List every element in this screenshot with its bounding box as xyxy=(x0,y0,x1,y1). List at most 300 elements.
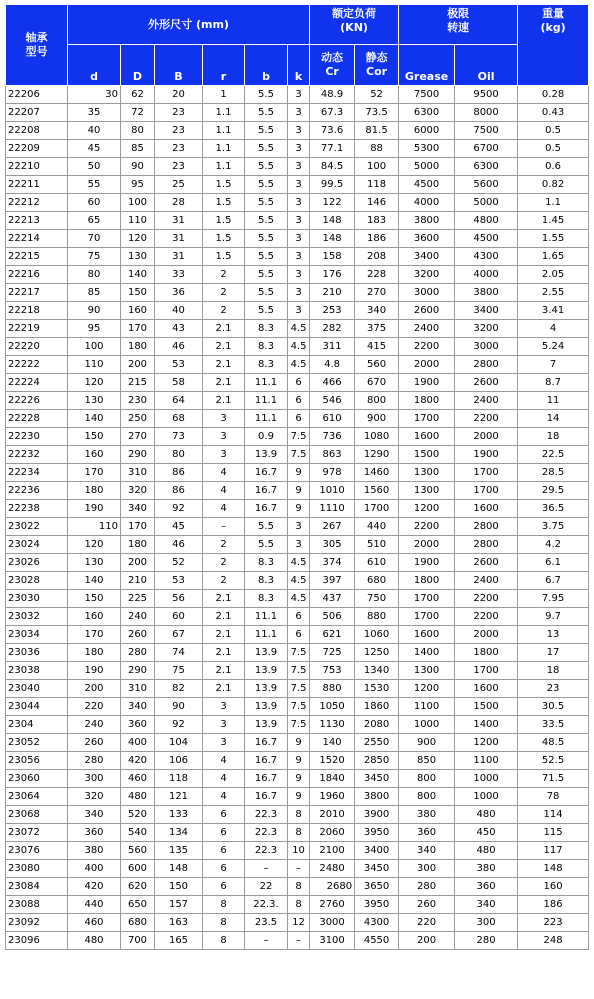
cell-r: 2.1 xyxy=(203,626,245,644)
cell-k: 3 xyxy=(288,212,310,230)
cell-outer-D: 650 xyxy=(121,896,155,914)
cell-static-cor: 1340 xyxy=(355,662,399,680)
cell-grease-speed: 3400 xyxy=(399,248,455,266)
cell-bore-d: 100 xyxy=(68,338,121,356)
weight-header xyxy=(518,5,589,86)
cell-b: 22.3 xyxy=(245,842,288,860)
cell-r: 1.5 xyxy=(203,194,245,212)
cell-oil-speed: 3800 xyxy=(455,284,518,302)
table-row xyxy=(6,446,589,464)
table-row xyxy=(6,626,589,644)
cell-r: 3 xyxy=(203,428,245,446)
cell-width-B: 33 xyxy=(155,266,203,284)
cell-bore-d: 220 xyxy=(68,698,121,716)
cell-weight: 3.41 xyxy=(518,302,589,320)
table-row xyxy=(6,176,589,194)
cell-weight: 248 xyxy=(518,932,589,950)
cell-grease-speed: 340 xyxy=(399,842,455,860)
cell-bore-d: 260 xyxy=(68,734,121,752)
cell-k: 8 xyxy=(288,878,310,896)
cell-model: 23076 xyxy=(6,842,68,860)
cell-outer-D: 90 xyxy=(121,158,155,176)
cell-dynamic-cr: 158 xyxy=(310,248,355,266)
cell-weight: 52.5 xyxy=(518,752,589,770)
table-row xyxy=(6,374,589,392)
cell-k: 4.5 xyxy=(288,572,310,590)
cell-grease-speed: 2000 xyxy=(399,536,455,554)
cell-dynamic-cr: 1110 xyxy=(310,500,355,518)
cell-model: 23028 xyxy=(6,572,68,590)
cell-bore-d: 340 xyxy=(68,806,121,824)
cell-outer-D: 160 xyxy=(121,302,155,320)
cell-model: 23026 xyxy=(6,554,68,572)
limit-speed-header-line1: 极限 xyxy=(447,7,470,20)
cell-width-B: 58 xyxy=(155,374,203,392)
cell-static-cor: 750 xyxy=(355,590,399,608)
col-header-dynamic-line2: Cr xyxy=(325,65,339,78)
cell-grease-speed: 1500 xyxy=(399,446,455,464)
cell-oil-speed: 450 xyxy=(455,824,518,842)
cell-model: 23022 xyxy=(6,518,68,536)
cell-model: 22210 xyxy=(6,158,68,176)
cell-grease-speed: 1700 xyxy=(399,410,455,428)
cell-r: 2 xyxy=(203,284,245,302)
cell-b: 22.3. xyxy=(245,896,288,914)
cell-r: 1.5 xyxy=(203,248,245,266)
cell-weight: 30.5 xyxy=(518,698,589,716)
cell-outer-D: 85 xyxy=(121,140,155,158)
limit-speed-header xyxy=(399,5,518,45)
rated-load-header xyxy=(310,5,399,45)
cell-oil-speed: 9500 xyxy=(455,86,518,104)
cell-outer-D: 290 xyxy=(121,662,155,680)
cell-oil-speed: 1700 xyxy=(455,662,518,680)
cell-model: 22224 xyxy=(6,374,68,392)
cell-outer-D: 62 xyxy=(121,86,155,104)
cell-weight: 78 xyxy=(518,788,589,806)
cell-static-cor: 3400 xyxy=(355,842,399,860)
cell-oil-speed: 300 xyxy=(455,914,518,932)
cell-width-B: 23 xyxy=(155,104,203,122)
cell-outer-D: 215 xyxy=(121,374,155,392)
table-row xyxy=(6,698,589,716)
cell-k: 4.5 xyxy=(288,320,310,338)
cell-outer-D: 80 xyxy=(121,122,155,140)
cell-static-cor: 208 xyxy=(355,248,399,266)
col-header-b: b xyxy=(245,45,288,86)
cell-r: 4 xyxy=(203,464,245,482)
limit-speed-header-line2: 转速 xyxy=(447,21,470,34)
cell-bore-d: 60 xyxy=(68,194,121,212)
cell-dynamic-cr: 73.6 xyxy=(310,122,355,140)
cell-model: 23084 xyxy=(6,878,68,896)
cell-k: 3 xyxy=(288,176,310,194)
table-row xyxy=(6,770,589,788)
cell-grease-speed: 1300 xyxy=(399,464,455,482)
cell-static-cor: 1530 xyxy=(355,680,399,698)
cell-grease-speed: 1700 xyxy=(399,608,455,626)
cell-grease-speed: 1800 xyxy=(399,392,455,410)
cell-r: – xyxy=(203,518,245,536)
cell-static-cor: 800 xyxy=(355,392,399,410)
cell-model: 23038 xyxy=(6,662,68,680)
cell-r: 6 xyxy=(203,878,245,896)
cell-r: 1.1 xyxy=(203,122,245,140)
table-row xyxy=(6,734,589,752)
cell-weight: 22.5 xyxy=(518,446,589,464)
cell-dynamic-cr: 397 xyxy=(310,572,355,590)
cell-outer-D: 680 xyxy=(121,914,155,932)
cell-dynamic-cr: 1520 xyxy=(310,752,355,770)
cell-r: 1.5 xyxy=(203,212,245,230)
cell-dynamic-cr: 99.5 xyxy=(310,176,355,194)
cell-model: 23092 xyxy=(6,914,68,932)
cell-outer-D: 130 xyxy=(121,248,155,266)
cell-r: 2.1 xyxy=(203,590,245,608)
cell-static-cor: 1860 xyxy=(355,698,399,716)
cell-k: 4.5 xyxy=(288,338,310,356)
cell-static-cor: 4300 xyxy=(355,914,399,932)
cell-width-B: 75 xyxy=(155,662,203,680)
cell-dynamic-cr: 2760 xyxy=(310,896,355,914)
cell-width-B: 68 xyxy=(155,410,203,428)
cell-static-cor: 3650 xyxy=(355,878,399,896)
cell-k: 7.5 xyxy=(288,716,310,734)
cell-static-cor: 146 xyxy=(355,194,399,212)
cell-weight: 17 xyxy=(518,644,589,662)
cell-grease-speed: 2000 xyxy=(399,356,455,374)
cell-oil-speed: 4000 xyxy=(455,266,518,284)
cell-static-cor: 3800 xyxy=(355,788,399,806)
cell-r: 4 xyxy=(203,752,245,770)
cell-bore-d: 130 xyxy=(68,392,121,410)
table-row xyxy=(6,608,589,626)
cell-oil-speed: 6300 xyxy=(455,158,518,176)
cell-model: 23096 xyxy=(6,932,68,950)
cell-k: – xyxy=(288,932,310,950)
cell-bore-d: 95 xyxy=(68,320,121,338)
cell-grease-speed: 6300 xyxy=(399,104,455,122)
cell-b: 23.5 xyxy=(245,914,288,932)
cell-weight: 2.05 xyxy=(518,266,589,284)
cell-r: 2 xyxy=(203,302,245,320)
cell-dynamic-cr: 437 xyxy=(310,590,355,608)
cell-oil-speed: 6700 xyxy=(455,140,518,158)
cell-static-cor: 183 xyxy=(355,212,399,230)
cell-width-B: 82 xyxy=(155,680,203,698)
cell-b: 5.5 xyxy=(245,302,288,320)
cell-model: 22228 xyxy=(6,410,68,428)
cell-width-B: 135 xyxy=(155,842,203,860)
table-row xyxy=(6,356,589,374)
cell-dynamic-cr: 77.1 xyxy=(310,140,355,158)
table-row xyxy=(6,518,589,536)
table-row xyxy=(6,572,589,590)
cell-static-cor: 375 xyxy=(355,320,399,338)
cell-oil-speed: 2600 xyxy=(455,374,518,392)
cell-bore-d: 320 xyxy=(68,788,121,806)
cell-k: 7.5 xyxy=(288,428,310,446)
cell-static-cor: 1460 xyxy=(355,464,399,482)
cell-static-cor: 670 xyxy=(355,374,399,392)
cell-oil-speed: 1200 xyxy=(455,734,518,752)
cell-k: 4.5 xyxy=(288,590,310,608)
cell-grease-speed: 1700 xyxy=(399,590,455,608)
cell-grease-speed: 800 xyxy=(399,788,455,806)
cell-oil-speed: 2000 xyxy=(455,626,518,644)
cell-bore-d: 170 xyxy=(68,626,121,644)
cell-bore-d: 65 xyxy=(68,212,121,230)
cell-grease-speed: 4000 xyxy=(399,194,455,212)
cell-dynamic-cr: 863 xyxy=(310,446,355,464)
cell-k: 7.5 xyxy=(288,698,310,716)
cell-grease-speed: 1200 xyxy=(399,680,455,698)
cell-width-B: 46 xyxy=(155,536,203,554)
table-row xyxy=(6,302,589,320)
cell-b: 5.5 xyxy=(245,230,288,248)
cell-bore-d: 70 xyxy=(68,230,121,248)
cell-model: 23040 xyxy=(6,680,68,698)
cell-grease-speed: 1100 xyxy=(399,698,455,716)
cell-model: 22216 xyxy=(6,266,68,284)
cell-bore-d: 150 xyxy=(68,590,121,608)
cell-bore-d: 30 xyxy=(68,86,121,104)
table-row xyxy=(6,464,589,482)
dimensions-header-label: 外形尺寸 (mm) xyxy=(148,17,229,31)
table-row xyxy=(6,806,589,824)
cell-b: 13.9 xyxy=(245,716,288,734)
cell-dynamic-cr: 1840 xyxy=(310,770,355,788)
cell-weight: 18 xyxy=(518,428,589,446)
cell-k: 3 xyxy=(288,140,310,158)
cell-weight: 13 xyxy=(518,626,589,644)
cell-bore-d: 180 xyxy=(68,482,121,500)
cell-k: 3 xyxy=(288,86,310,104)
cell-b: 5.5 xyxy=(245,86,288,104)
cell-b: 16.7 xyxy=(245,482,288,500)
cell-oil-speed: 360 xyxy=(455,878,518,896)
cell-static-cor: 340 xyxy=(355,302,399,320)
cell-weight: 223 xyxy=(518,914,589,932)
cell-b: 5.5 xyxy=(245,140,288,158)
cell-outer-D: 310 xyxy=(121,680,155,698)
cell-b: 8.3 xyxy=(245,590,288,608)
cell-k: 3 xyxy=(288,284,310,302)
cell-dynamic-cr: 3000 xyxy=(310,914,355,932)
cell-bore-d: 35 xyxy=(68,104,121,122)
cell-r: 2.1 xyxy=(203,338,245,356)
cell-bore-d: 480 xyxy=(68,932,121,950)
cell-oil-speed: 1400 xyxy=(455,716,518,734)
cell-grease-speed: 1600 xyxy=(399,428,455,446)
cell-grease-speed: 5300 xyxy=(399,140,455,158)
cell-k: 7.5 xyxy=(288,680,310,698)
cell-dynamic-cr: 3100 xyxy=(310,932,355,950)
cell-outer-D: 310 xyxy=(121,464,155,482)
cell-model: 22236 xyxy=(6,482,68,500)
cell-static-cor: 228 xyxy=(355,266,399,284)
cell-weight: 0.43 xyxy=(518,104,589,122)
cell-r: 2.1 xyxy=(203,608,245,626)
cell-width-B: 43 xyxy=(155,320,203,338)
cell-b: 0.9 xyxy=(245,428,288,446)
cell-r: 1.5 xyxy=(203,176,245,194)
cell-outer-D: 340 xyxy=(121,698,155,716)
cell-r: 3 xyxy=(203,734,245,752)
cell-oil-speed: 4500 xyxy=(455,230,518,248)
cell-r: 2.1 xyxy=(203,356,245,374)
cell-width-B: 31 xyxy=(155,248,203,266)
cell-weight: 4.2 xyxy=(518,536,589,554)
cell-dynamic-cr: 736 xyxy=(310,428,355,446)
cell-model: 22222 xyxy=(6,356,68,374)
table-row xyxy=(6,86,589,104)
cell-model: 23056 xyxy=(6,752,68,770)
cell-model: 22234 xyxy=(6,464,68,482)
table-row xyxy=(6,194,589,212)
bearing-model-header-line2: 型号 xyxy=(25,45,48,58)
cell-width-B: 40 xyxy=(155,302,203,320)
cell-width-B: 90 xyxy=(155,698,203,716)
table-row xyxy=(6,140,589,158)
table-body xyxy=(6,86,589,950)
cell-dynamic-cr: 621 xyxy=(310,626,355,644)
cell-width-B: 134 xyxy=(155,824,203,842)
cell-width-B: 165 xyxy=(155,932,203,950)
cell-model: 22226 xyxy=(6,392,68,410)
cell-r: 2 xyxy=(203,266,245,284)
cell-model: 22207 xyxy=(6,104,68,122)
cell-oil-speed: 2400 xyxy=(455,572,518,590)
cell-weight: 5.24 xyxy=(518,338,589,356)
cell-model: 22232 xyxy=(6,446,68,464)
col-header-B: B xyxy=(155,45,203,86)
cell-width-B: 45 xyxy=(155,518,203,536)
cell-oil-speed: 1500 xyxy=(455,698,518,716)
cell-grease-speed: 300 xyxy=(399,860,455,878)
cell-dynamic-cr: 4.8 xyxy=(310,356,355,374)
cell-b: 16.7 xyxy=(245,788,288,806)
cell-k: 3 xyxy=(288,230,310,248)
cell-b: 13.9 xyxy=(245,644,288,662)
cell-bore-d: 240 xyxy=(68,716,121,734)
cell-k: 3 xyxy=(288,518,310,536)
cell-bore-d: 85 xyxy=(68,284,121,302)
cell-outer-D: 260 xyxy=(121,626,155,644)
cell-static-cor: 2550 xyxy=(355,734,399,752)
cell-weight: 0.5 xyxy=(518,122,589,140)
cell-bore-d: 50 xyxy=(68,158,121,176)
cell-width-B: 118 xyxy=(155,770,203,788)
cell-outer-D: 210 xyxy=(121,572,155,590)
table-row xyxy=(6,824,589,842)
table-row xyxy=(6,914,589,932)
weight-header-line2: (kg) xyxy=(540,21,566,34)
cell-grease-speed: 1900 xyxy=(399,554,455,572)
cell-width-B: 157 xyxy=(155,896,203,914)
col-header-outer-D: D xyxy=(121,45,155,86)
cell-weight: 36.5 xyxy=(518,500,589,518)
cell-oil-speed: 5600 xyxy=(455,176,518,194)
cell-model: 22208 xyxy=(6,122,68,140)
cell-model: 22211 xyxy=(6,176,68,194)
cell-model: 23064 xyxy=(6,788,68,806)
cell-model: 22219 xyxy=(6,320,68,338)
cell-bore-d: 170 xyxy=(68,464,121,482)
cell-b: 5.5 xyxy=(245,194,288,212)
cell-outer-D: 340 xyxy=(121,500,155,518)
col-header-dynamic xyxy=(310,45,355,86)
cell-outer-D: 200 xyxy=(121,356,155,374)
table-row xyxy=(6,752,589,770)
cell-r: 6 xyxy=(203,806,245,824)
cell-static-cor: 52 xyxy=(355,86,399,104)
cell-bore-d: 75 xyxy=(68,248,121,266)
cell-width-B: 133 xyxy=(155,806,203,824)
cell-dynamic-cr: 610 xyxy=(310,410,355,428)
cell-static-cor: 1290 xyxy=(355,446,399,464)
cell-grease-speed: 1200 xyxy=(399,500,455,518)
cell-weight: 1.55 xyxy=(518,230,589,248)
cell-grease-speed: 6000 xyxy=(399,122,455,140)
cell-bore-d: 380 xyxy=(68,842,121,860)
cell-outer-D: 320 xyxy=(121,482,155,500)
cell-b: 8.3 xyxy=(245,338,288,356)
cell-bore-d: 140 xyxy=(68,572,121,590)
cell-bore-d: 280 xyxy=(68,752,121,770)
cell-weight: 186 xyxy=(518,896,589,914)
cell-model: 23060 xyxy=(6,770,68,788)
cell-dynamic-cr: 210 xyxy=(310,284,355,302)
cell-grease-speed: 1800 xyxy=(399,572,455,590)
cell-bore-d: 150 xyxy=(68,428,121,446)
cell-k: 4.5 xyxy=(288,554,310,572)
cell-dynamic-cr: 506 xyxy=(310,608,355,626)
cell-width-B: 53 xyxy=(155,572,203,590)
cell-model: 23088 xyxy=(6,896,68,914)
cell-dynamic-cr: 725 xyxy=(310,644,355,662)
cell-weight: 6.1 xyxy=(518,554,589,572)
cell-outer-D: 110 xyxy=(121,212,155,230)
cell-static-cor: 186 xyxy=(355,230,399,248)
cell-b: 5.5 xyxy=(245,104,288,122)
cell-grease-speed: 380 xyxy=(399,806,455,824)
cell-static-cor: 560 xyxy=(355,356,399,374)
col-header-dynamic-line1: 动态 xyxy=(321,51,344,64)
cell-model: 2304 xyxy=(6,716,68,734)
cell-width-B: 106 xyxy=(155,752,203,770)
cell-bore-d: 190 xyxy=(68,662,121,680)
cell-width-B: 86 xyxy=(155,482,203,500)
cell-grease-speed: 1300 xyxy=(399,662,455,680)
cell-weight: 3.75 xyxy=(518,518,589,536)
cell-b: 16.7 xyxy=(245,464,288,482)
cell-bore-d: 160 xyxy=(68,608,121,626)
bearing-spec-sheet xyxy=(5,4,589,950)
table-row xyxy=(6,122,589,140)
cell-weight: 117 xyxy=(518,842,589,860)
cell-weight: 14 xyxy=(518,410,589,428)
cell-weight: 11 xyxy=(518,392,589,410)
cell-bore-d: 140 xyxy=(68,410,121,428)
cell-bore-d: 400 xyxy=(68,860,121,878)
cell-grease-speed: 1900 xyxy=(399,374,455,392)
cell-r: 4 xyxy=(203,500,245,518)
cell-dynamic-cr: 880 xyxy=(310,680,355,698)
cell-weight: 18 xyxy=(518,662,589,680)
cell-dynamic-cr: 2060 xyxy=(310,824,355,842)
cell-dynamic-cr: 753 xyxy=(310,662,355,680)
